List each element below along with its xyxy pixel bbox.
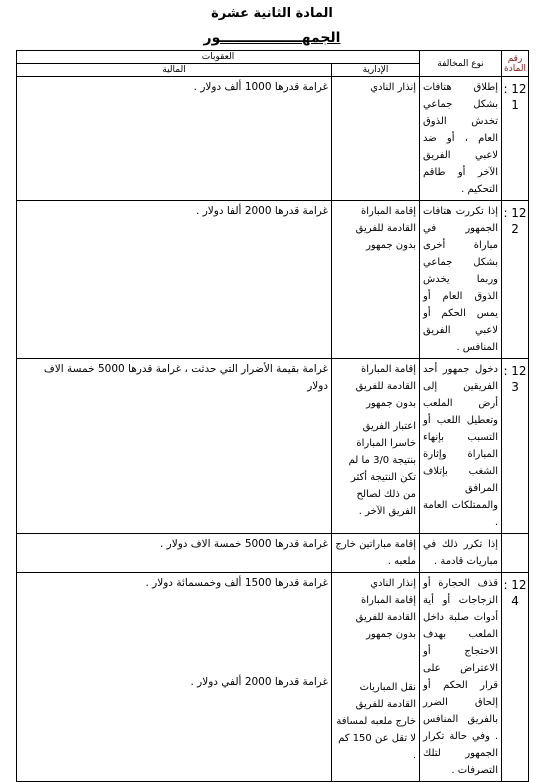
financial-penalty: غرامة قدرها 2000 ألفا دولار . — [196, 205, 329, 217]
administrative-cell — [332, 201, 420, 359]
article-number: 12 : — [503, 82, 527, 96]
article-title: المادة الثانية عشرة — [211, 6, 333, 21]
financial-penalty: غرامة بقيمة الأضرار التي حدثت ، غرامة قدرها 5000 خمسة الاف دولار — [43, 363, 329, 392]
violation-cell: قذف الحجارة أو الزجاجات أو أية أدوات صلبة داخل الملعب بهدف الاحتجاج أو الاعتراض على قرار الحكم أو إلحاق الضرر بالفريق المنافس . وفي حالة تكرار الجمهور لتلك التصرفات . — [420, 573, 502, 782]
article-subnumber: 2 — [511, 222, 519, 236]
administrative-penalty: إنذار النادي — [370, 82, 417, 93]
article-number: 12 : — [503, 578, 527, 592]
article-number-cell — [502, 534, 529, 573]
penalties-table — [16, 50, 529, 782]
administrative-penalty: اعتبار الفريق خاسرا المباراة بنتيجة 3/0 ما لم تكن النتيجة أكثر من ذلك لصالح الفريق الآخر . — [348, 421, 417, 517]
financial-cell — [17, 77, 332, 201]
administrative-penalty: إقامة مباراتين خارج ملعبه . — [335, 539, 417, 567]
financial-cell — [17, 201, 332, 359]
administrative-penalty: إقامة المباراة القادمة للفريق بدون جمهور — [355, 595, 417, 640]
financial-cell — [17, 359, 332, 534]
article-number-cell — [502, 201, 529, 359]
financial-penalty: غرامة قدرها 1500 ألف وخمسمائة دولار . — [145, 577, 329, 589]
financial-cell — [17, 573, 332, 782]
article-number-cell — [502, 77, 529, 201]
article-number-cell — [502, 359, 529, 534]
article-number-cell — [502, 573, 529, 782]
administrative-cell — [332, 573, 420, 782]
table-row — [17, 573, 529, 782]
column-header-penalties: العقوبات — [17, 51, 420, 64]
article-subnumber: 3 — [511, 380, 519, 394]
administrative-cell — [332, 77, 420, 201]
violation-cell: دخول جمهور أحد الفريقين إلى أرض الملعب وتعطيل اللعب أو التسبب بإنهاء المباراة وإثارة الشغب بإتلاف المرافق والممتلكات العامة . — [420, 359, 502, 534]
column-header-violation: نوع المخالفة — [420, 51, 502, 77]
administrative-penalty: إقامة المباراة القادمة للفريق بدون جمهور — [355, 206, 417, 251]
column-header-administrative: الإدارية — [332, 64, 420, 77]
table-header-row — [17, 51, 529, 64]
table-row — [17, 77, 529, 201]
table-row — [17, 534, 529, 573]
table-row — [17, 201, 529, 359]
financial-penalty: غرامة قدرها 5000 خمسة الاف دولار . — [159, 538, 329, 550]
administrative-penalty: إنذار النادي — [370, 578, 417, 589]
administrative-cell — [332, 534, 420, 573]
article-number: 12 : — [503, 206, 527, 220]
column-header-financial: المالية — [17, 64, 332, 77]
financial-penalty: غرامة قدرها 2000 ألفي دولار . — [190, 676, 329, 688]
article-subnumber: 4 — [511, 594, 519, 608]
violation-cell: إطلاق هتافات بشكل جماعي تخدش الذوق العام ، أو ضد لاعبي الفريق الآخر أو طاقم التحكيم . — [420, 77, 502, 201]
violation-cell: إذا تكرر ذلك في مباريات قادمة . — [420, 534, 502, 573]
administrative-cell — [332, 359, 420, 534]
administrative-penalty: إقامة المباراة القادمة للفريق بدون جمهور — [355, 364, 417, 409]
financial-penalty: غرامة قدرها 1000 ألف دولار . — [193, 81, 329, 93]
table-row — [17, 359, 529, 534]
article-subject: الجمهـــــــــــــــــور — [203, 30, 341, 46]
violation-cell: إذا تكررت هتافات الجمهور في مباراة أخرى بشكل جماعي وربما يخدش الذوق العام أو يمس الحكم أو لاعبي الفريق المنافس . — [420, 201, 502, 359]
article-subnumber: 1 — [511, 98, 519, 112]
article-number: 12 : — [503, 364, 527, 378]
financial-cell — [17, 534, 332, 573]
column-header-article-no: رقم المادة — [502, 51, 529, 77]
administrative-penalty: نقل المباريات القادمة للفريق خارج ملعبه لمسافة لا تقل عن 150 كم . — [336, 682, 417, 761]
